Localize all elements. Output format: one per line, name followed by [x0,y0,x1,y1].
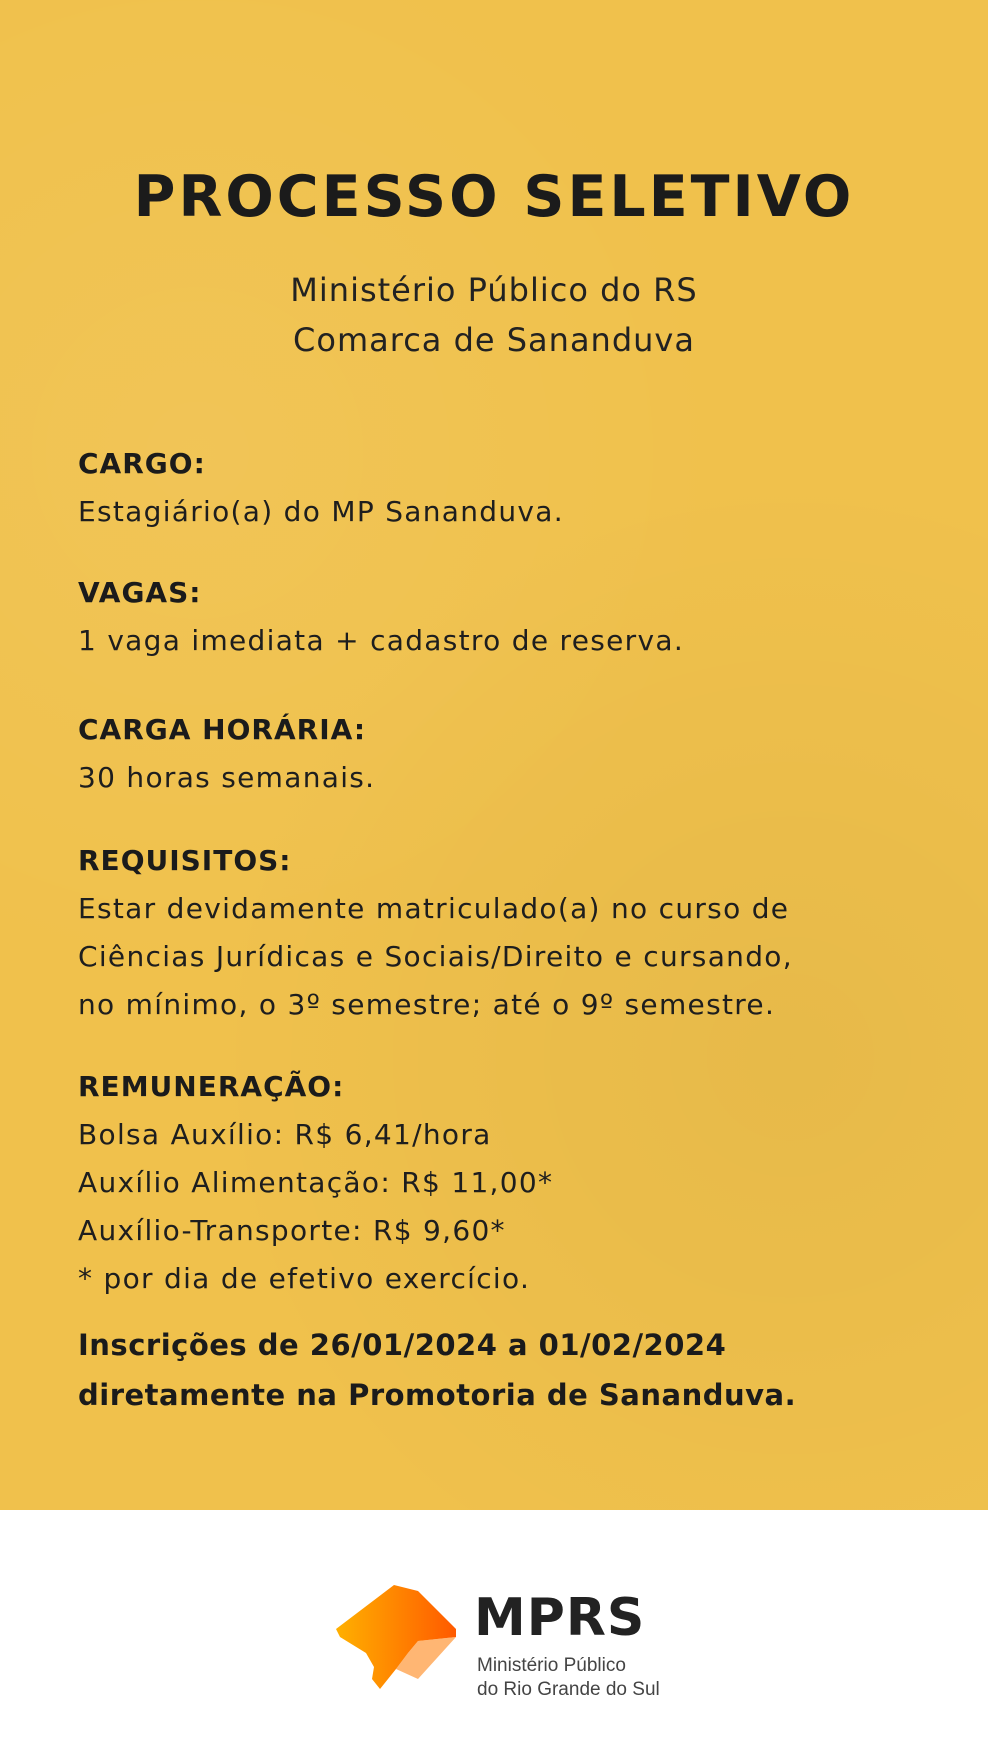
section-requisitos [78,837,958,1029]
section-text: * por dia de efetivo exercício. [78,1262,531,1295]
section-text: Auxílio Alimentação: R$ 11,00* [78,1166,554,1199]
section-text: 30 horas semanais. [78,761,376,794]
section-remuneracao [78,1063,958,1303]
section-carga-horaria [78,706,958,802]
logo-tagline: do Rio Grande do Sul [477,1679,660,1700]
inscricoes-line: Inscrições de 26/01/2024 a 01/02/2024 [78,1328,727,1362]
section-vagas [78,569,958,665]
section-label: REQUISITOS: [78,844,292,877]
section-text: Estar devidamente matriculado(a) no curso de [78,892,790,925]
section-label: VAGAS: [78,576,202,609]
rio-grande-do-sul-map-icon [336,1583,464,1691]
section-cargo [78,440,958,536]
section-label: REMUNERAÇÃO: [78,1070,345,1103]
section-text: Auxílio-Transporte: R$ 9,60* [78,1214,506,1247]
page-title: PROCESSO SELETIVO [133,164,855,230]
subtitle-institution: Ministério Público do RS [290,271,698,309]
section-text: Ciências Jurídicas e Sociais/Direito e cursando, [78,940,793,973]
logo-tagline: Ministério Público [477,1655,626,1676]
section-text: no mínimo, o 3º semestre; até o 9º semestre. [78,988,776,1021]
inscricoes-notice [78,1320,968,1420]
subtitle-comarca: Comarca de Sananduva [293,321,695,359]
logo-wordmark: MPRS [474,1588,646,1648]
inscricoes-line: diretamente na Promotoria de Sananduva. [78,1378,797,1412]
section-text: Bolsa Auxílio: R$ 6,41/hora [78,1118,492,1151]
section-text: 1 vaga imediata + cadastro de reserva. [78,624,685,657]
section-text: Estagiário(a) do MP Sananduva. [78,495,564,528]
section-label: CARGO: [78,447,206,480]
section-label: CARGA HORÁRIA: [78,713,367,746]
